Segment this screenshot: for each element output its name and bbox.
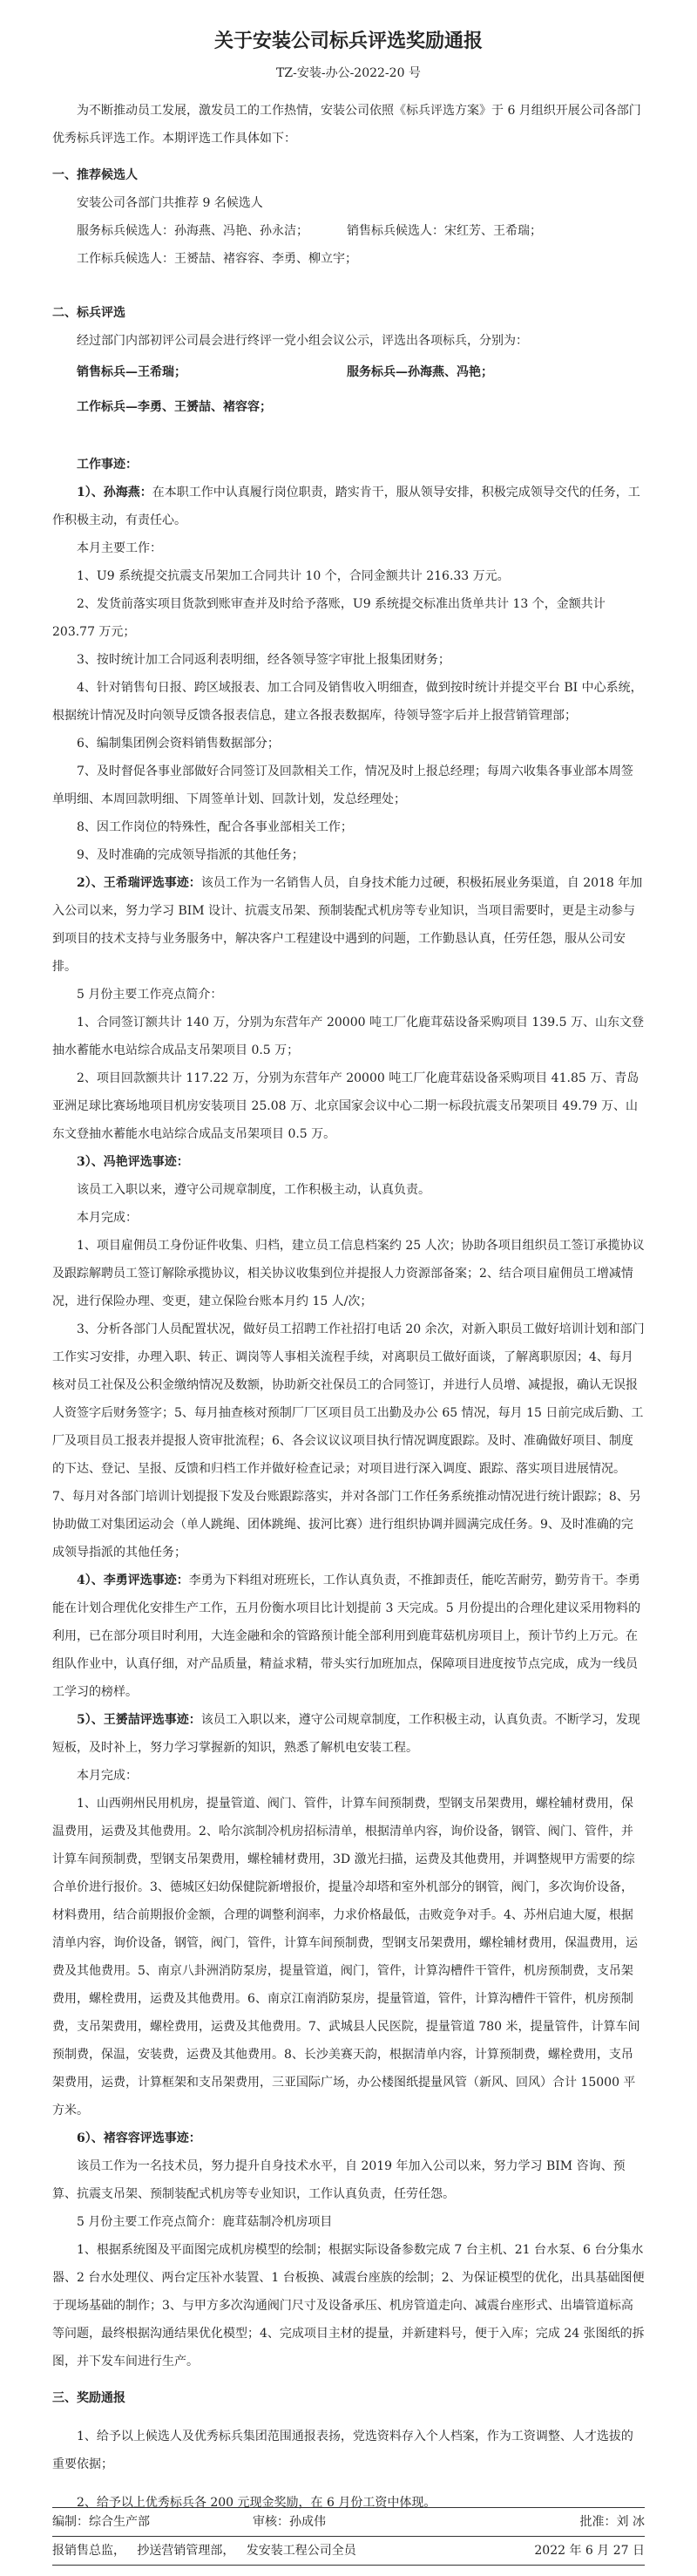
deed-paragraph [52, 479, 645, 534]
deed-item: 2、项目回款额共计 117.22 万，分别为东营年产 20000 吨工厂化鹿茸菇设备采购项目 41.85 万、青岛亚洲足球比赛场地项目机房安装项目 25.08 万、北京国家会议中心二期一标段抗震支吊架项目 49.79 万、山东文登抽水蓄能水电站综合成品支吊架项目 0.5 万。 [52, 1071, 639, 1141]
service-candidates: 服务标兵候选人：孙海燕、冯艳、孙永洁； [77, 224, 308, 238]
deed-item: 8、因工作岗位的特殊性，配合各事业部相关工作； [77, 820, 353, 834]
cc-to: 抄送营销管理部， [137, 2544, 235, 2558]
section-heading-rewards: 三、奖励通报 [52, 2391, 125, 2405]
deed-item: 1、山西朔州民用机房，提量管道、阀门、管件，计算车间预制费，型钢支吊架费用，螺栓辅材费用，保温费用，运费及其他费用。2、哈尔滨制冷机房招标清单，根据清单内容，询价设备，钢管、阀门、管件，并计算车间预制费，型钢支吊架费用，螺栓辅材费用，3D 激光扫描，运费及其他费用，并调整规甲方需要的综合单价进行报价。3、德城区妇幼保健院新增报价，提量冷却塔和室外机部分的钢管，阀门，多次询价设备，材料费用，结合前期报价金额，合理的调整利润率，力求价格最低，击败竞争对手。4、苏州启迪大厦，根据清单内容，询价设备，钢管，阀门，管件，计算车间预制费，型钢支吊架费用，螺栓辅材费用，保温费用，运费及其他费用。5、南京八卦洲消防泵房，提量管道，阀门，管件，计算沟槽件干管件，机房预制费，支吊架费用，螺栓费用，运费及其他费用。6、南京江南消防泵房，提量管道，管件，计算沟槽件干管件，机房预制费，支吊架费用，螺栓费用，运费及其他费用。7、武城县人民医院，提量管道 780 米，提量管件，计算车间预制费，保温，安装费，运费及其他费用。8、长沙美赛天韵，根据清单内容，计算预制费，螺栓费用，支吊架费用，运费，计算框架和支吊架费用，三亚国际广场，办公楼图纸提量风管（新风、回风）合计 15000 平方米。 [52, 1797, 640, 2117]
footer-divider [52, 2565, 645, 2566]
reward-item: 1、给予以上候选人及优秀标兵集团范围通报表扬，党选资料存入个人档案，作为工资调整、人才选拔的重要依据； [52, 2430, 633, 2471]
approved-by: 批准：刘 冰 [579, 2515, 645, 2529]
deed-text: 该员工作为一名销售人员，自身技术能力过硬，积极拓展业务渠道，自 2018 年加入公司以来，努力学习 BIM 设计、抗震支吊架、预制装配式机房等专业知识，当项目需要时，更是主动参与到项目的技术支持与业务服务中，解决客户工程建设中遇到的问题，工作勤恳认真，任劳任怨，服从公司安排。 [52, 876, 643, 974]
deed-head: 6）、褚容容评选事迹： [77, 2131, 201, 2145]
winners-row [52, 355, 645, 390]
deed-item: 2、发货前落实项目货款到账审查并及时给予落账，U9 系统提交标准出货单共计 13 个，金额共计 203.77 万元； [52, 597, 606, 639]
winner-service: 服务标兵—孙海燕、冯艳； [347, 365, 493, 379]
distribution [52, 2537, 356, 2565]
send-to: 发安装工程公司全员 [246, 2544, 356, 2558]
section-heading-selection: 二、标兵评选 [52, 306, 125, 320]
deed-head: 1）、孙海燕： [77, 486, 152, 500]
deed-subheading: 5 月份主要工作亮点简介： [77, 988, 223, 1002]
deed-head: 2）、王希瑞评选事迹： [77, 876, 201, 890]
deed-item: 1、合同签订额共计 140 万，分别为东营年产 20000 吨工厂化鹿茸菇设备采购项目 139.5 万、山东文登抽水蓄能水电站综合成品支吊架项目 0.5 万； [52, 1016, 644, 1057]
deed-paragraph [52, 1706, 645, 1762]
reward-item: 2、给予以上优秀标兵各 200 元现金奖励，在 6 月份工资中体现。 [77, 2496, 436, 2510]
intro-paragraph: 为不断推动员工发展，激发员工的工作热情，安装公司依照《标兵评选方案》于 6 月组织开展公司各部门优秀标兵评选工作。本期评选工作具体如下： [52, 104, 641, 146]
deed-item: 6、编制集团例会资料销售数据部分； [77, 737, 280, 751]
footer-distribution-row [52, 2537, 645, 2565]
document-title: 关于安装公司标兵评选奖励通报 [213, 30, 483, 52]
deed-item: 1、U9 系统提交抗震支吊架加工合同共计 10 个，合同金额共计 216.33 万元。 [77, 569, 510, 583]
work-candidates: 工作标兵候选人：王赟喆、褚容容、李勇、柳立宇； [77, 252, 357, 266]
sales-candidates: 销售标兵候选人：宋红芳、王希瑞； [347, 224, 542, 238]
winners-block [52, 355, 645, 425]
deed-text: 该员工入职以来，遵守公司规章制度，工作积极主动，认真负责。不断学习，发现短板，及时补上，努力学习掌握新的知识，熟悉了解机电安装工程。 [52, 1713, 640, 1755]
section-heading-candidates: 一、推荐候选人 [52, 168, 138, 182]
deed-item: 1、根据系统图及平面图完成机房模型的绘制；根据实际设备参数完成 7 台主机、21 台水泵、6 台分集水器、2 台水处理仪、两台定压补水装置、1 台板换、减震台座族的绘制；2、为保证模型的优化，出具基础图便于现场基础的制作；3、与甲方多次沟通阀门尺寸及设备承压、机房管道走向、减震台座形式、出墙管道标高等问题，最终根据沟通结果优化模型；4、完成项目主材的提量，并新建料号，便于入库；完成 24 张图纸的拆图，并下发车间进行生产。 [52, 2243, 645, 2369]
footer-signoff-row [52, 2508, 645, 2536]
report-to: 报销售总监， [52, 2544, 125, 2558]
reviewed-by: 审核：孙成伟 [253, 2515, 326, 2529]
deed-head: 5）、王赟喆评选事迹： [77, 1713, 201, 1727]
document-footer [52, 2507, 645, 2566]
deed-item: 7、及时督促各事业部做好合同签订及回款相关工作，情况及时上报总经理；每周六收集各事业部本周签单明细、本周回款明细、下周签单计划、回款计划，发总经理处； [52, 765, 633, 806]
deed-item: 1、项目雇佣员工身份证件收集、归档，建立员工信息档案约 25 人次；协助各项目组织员工签订承揽协议及跟踪解聘员工签订解除承揽协议，相关协议收集到位并提报人力资源部备案；2、结合项目雇佣员工增减情况，进行保险办理、变更，建立保险台账本月约 15 人/次； [52, 1239, 645, 1308]
deed-paragraph [52, 869, 645, 981]
issue-date: 2022 年 6 月 27 日 [534, 2544, 645, 2558]
deed-item: 4、针对销售旬日报、跨区域报表、加工合同及销售收入明细查，做到按时统计并提交平台 BI 中心系统，根据统计情况及时向领导反馈各报表信息，建立各报表数据库，待领导签字后并上报营销管理部； [52, 681, 643, 723]
deed-subheading: 本月主要工作： [77, 541, 162, 555]
candidates-summary: 安装公司各部门共推荐 9 名候选人 [77, 196, 263, 210]
deed-item: 3、按时统计加工合同返利表明细，经各领导签字审批上报集团财务； [77, 653, 450, 667]
deed-text: 在本职工作中认真履行岗位职责，踏实肯干，服从领导安排，积极完成领导交代的任务，工作积极主动，有责任心。 [52, 486, 640, 527]
deed-item: 3、分析各部门人员配置状况，做好员工招聘工作社招打电话 20 余次，对新入职员工做好培训计划和部门工作实习安排，办理入职、转正、调岗等人事相关流程手续，对离职员工做好面谈，了解离职原因；4、每月核对员工社保及公积金缴纳情况及数额，协助新交社保员工的合同签订，并进行人员增、减提报，确认无误报人资签字后财务签字；5、每月抽查核对预制厂厂区项目员工出勤及办公 65 情况，每月 15 日前完成后勤、工厂及项目员工报表并提报人资审批流程；6、各会议议议项目执行情况调度跟踪。及时、准确做好项目、制度的下达、登记、呈报、反馈和归档工作并做好检查记录；对项目进行深入调度、跟踪、落实项目进展情况。7、每月对各部门培训计划提报下发及台账跟踪落实，并对各部门工作任务系统推动情况进行统计跟踪；8、另协助做工对集团运动会（单人跳绳、团体跳绳、拔河比赛）进行组织协调并圆满完成任务。9、及时准确的完成领导指派的其他任务； [52, 1322, 645, 1560]
deed-text: 该员工入职以来，遵守公司规章制度，工作积极主动，认真负责。 [77, 1183, 430, 1197]
deed-text: 该员工作为一名技术员，努力提升自身技术水平，自 2019 年加入公司以来，努力学习 BIM 咨询、预算、抗震支吊架、预制装配式机房等专业知识，工作认真负责，任劳任怨。 [52, 2159, 626, 2201]
deed-head: 3）、冯艳评选事迹： [77, 1155, 189, 1169]
deed-item: 9、及时准确的完成领导指派的其他任务； [77, 848, 304, 862]
selection-intro: 经过部门内部初评公司晨会进行终评一党小组会议公示，评选出各项标兵，分别为： [77, 334, 528, 348]
deed-subheading: 本月完成： [77, 1769, 138, 1783]
document-number: TZ-安装-办公-2022-20 号 [276, 66, 421, 80]
deed-subheading: 本月完成： [77, 1211, 138, 1225]
deed-subheading: 5 月份主要工作亮点简介：鹿茸菇制冷机房项目 [77, 2215, 333, 2229]
candidate-row [52, 217, 645, 245]
deed-text: 李勇为下料组对班班长，工作认真负责，不推卸责任，能吃苦耐劳，勤劳肯干。李勇能在计划合理优化安排生产工作，五月份衡水项目比计划提前 3 天完成。5 月份提出的合理化建议采用物料的利用，已在部分项目时利用，大连金融和余的管路预计能全部利用到鹿茸菇机房项目上，预计节约上万元。在组队作业中，认真仔细，对产品质量，精益求精，带头实行加班加点，保障项目进度按节点完成，成为一线员工学习的榜样。 [52, 1573, 641, 1699]
deed-head: 4）、李勇评选事迹： [77, 1573, 189, 1587]
winners-row [52, 390, 645, 425]
winner-sales: 销售标兵—王希瑞； [77, 365, 186, 379]
winner-work: 工作标兵—李勇、王赟喆、褚容容； [77, 400, 272, 414]
prepared-by: 编制：综合生产部 [52, 2515, 150, 2529]
deeds-heading: 工作事迹： [77, 458, 138, 472]
deed-paragraph [52, 1567, 645, 1706]
